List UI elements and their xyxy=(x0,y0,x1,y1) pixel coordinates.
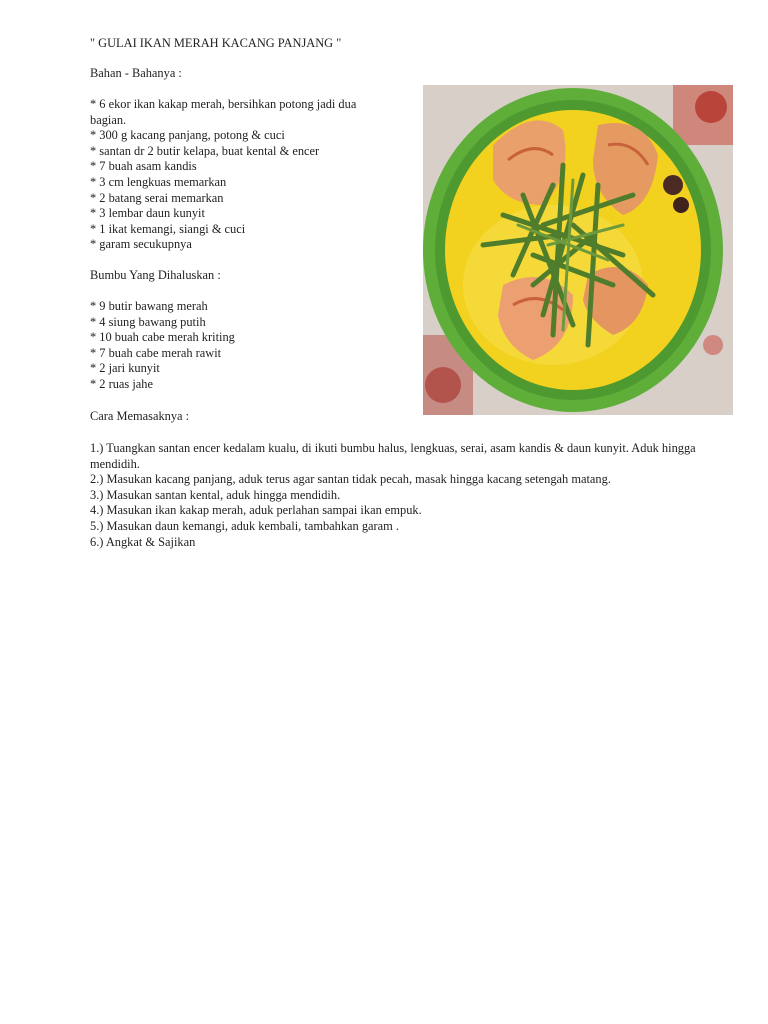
list-item: 5.) Masukan daun kemangi, aduk kembali, tambahkan garam . xyxy=(90,518,399,533)
list-item: * 300 g kacang panjang, potong & cuci xyxy=(90,128,285,143)
steps-heading: Cara Memasaknya : xyxy=(90,409,190,423)
list-item: * 9 butir bawang merah xyxy=(90,299,208,313)
list-item: 2.) Masukan kacang panjang, aduk terus agar santan tidak pecah, masak hingga kacang setengah matang. xyxy=(90,472,611,487)
list-item: * 2 ruas jahe xyxy=(90,376,153,391)
list-item: * 2 batang serai memarkan xyxy=(90,190,224,205)
list-item: * 1 ikat kemangi, siangi & cuci xyxy=(90,221,246,236)
list-item: * 4 siung bawang putih xyxy=(90,314,206,329)
list-item: 4.) Masukan ikan kakap merah, aduk perlahan sampai ikan empuk. xyxy=(90,503,422,518)
list-item: * 10 buah cabe merah kriting xyxy=(90,330,235,345)
list-item: * 3 cm lengkuas memarkan xyxy=(90,174,227,189)
ingredients-heading: Bahan - Bahanya : xyxy=(90,66,182,80)
tablecloth-pattern xyxy=(703,335,723,355)
recipe-title: " GULAI IKAN MERAH KACANG PANJANG " xyxy=(90,36,342,50)
ingredients-list xyxy=(90,97,390,253)
steps-list xyxy=(90,441,710,550)
list-item: * 3 lembar daun kunyit xyxy=(90,206,205,221)
list-item: * 2 jari kunyit xyxy=(90,361,160,376)
list-item: 1.) Tuangkan santan encer kedalam kualu, di ikuti bumbu halus, lengkuas, serai, asam kandis & daun kunyit. Aduk hingga mendidih. xyxy=(90,441,696,471)
spices-heading: Bumbu Yang Dihaluskan : xyxy=(90,268,221,282)
list-item: * 6 ekor ikan kakap merah, bersihkan potong jadi dua bagian. xyxy=(90,97,357,127)
asam-kandis xyxy=(673,197,689,213)
tablecloth-pattern xyxy=(425,367,461,403)
list-item: * 7 buah asam kandis xyxy=(90,159,197,174)
fish-curry-dish-photo xyxy=(423,85,733,415)
list-item: 3.) Masukan santan kental, aduk hingga mendidih. xyxy=(90,487,341,502)
tablecloth-pattern xyxy=(695,91,727,123)
list-item: 6.) Angkat & Sajikan xyxy=(90,534,196,549)
list-item: * santan dr 2 butir kelapa, buat kental & encer xyxy=(90,143,320,158)
asam-kandis xyxy=(663,175,683,195)
spices-list xyxy=(90,299,390,393)
dish-illustration xyxy=(423,85,733,415)
list-item: * 7 buah cabe merah rawit xyxy=(90,345,222,360)
list-item: * garam secukupnya xyxy=(90,237,192,252)
